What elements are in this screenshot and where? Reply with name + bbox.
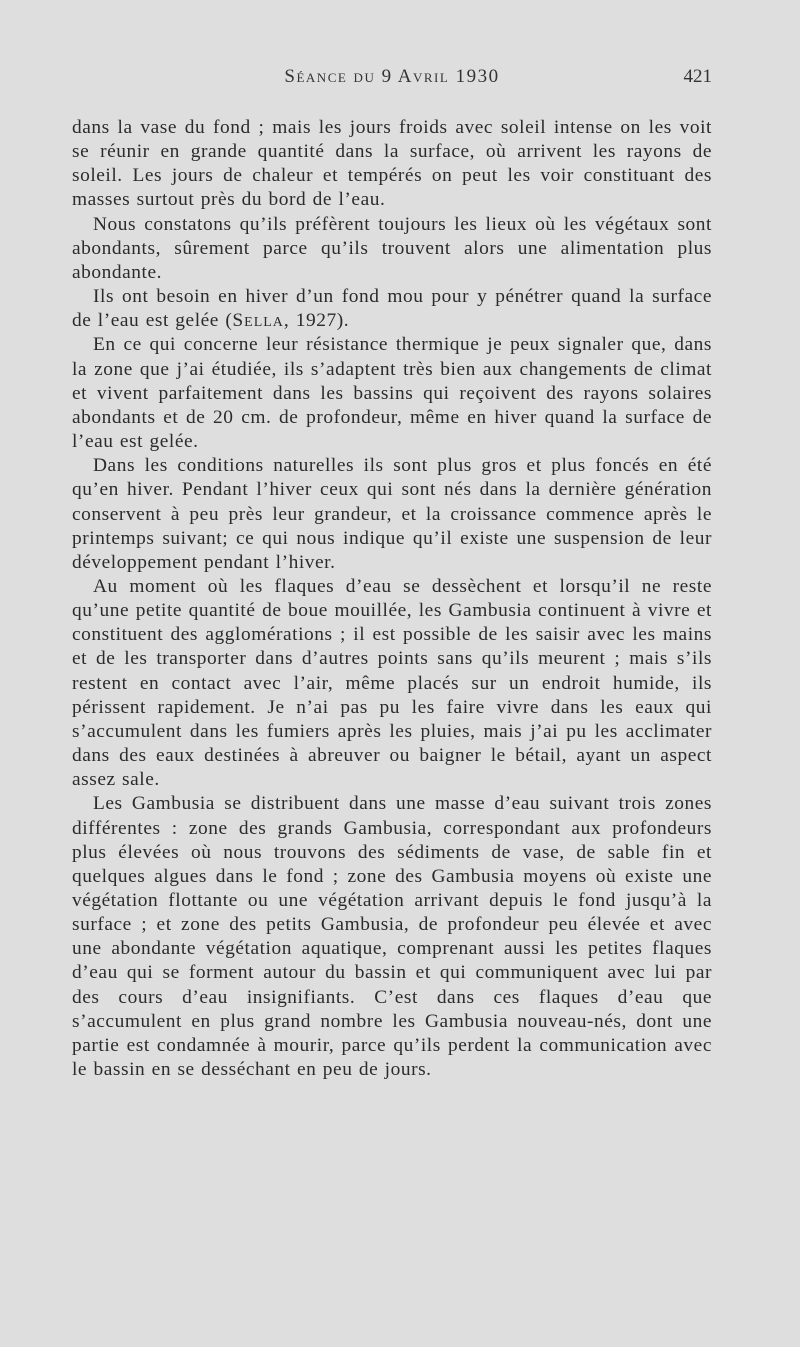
running-head: Séance du 9 Avril 1930 xyxy=(284,66,500,87)
paragraph-7: Les Gambusia se distribuent dans une masse d’eau suivant trois zones différentes : zone des grands Gambusia, correspondant aux profondeurs plus élevées où nous trouvons des sédiments de vase, de sable fin et quelques algues dans le fond ; zone des Gambusia moyens où existe une végétation flottante ou une végétation arrivant depuis le fond jusqu’à la surface ; et zone des petits Gambusia, de profondeur peu élevée et avec une abondante végétation aquatique, comprenant aussi les petites flaques d’eau qui se forment autour du bassin et qui communiquent avec lui par des cours d’eau insignifiants. C’est dans ces flaques d’eau que s’accumulent en plus grand nombre les Gambusia nouveau-nés, dont une partie est condamnée à mourir, parce qu’ils perdent la communication avec le bassin en se desséchant en peu de jours. xyxy=(72,793,712,1081)
body-text xyxy=(72,116,712,1082)
paragraph-1: dans la vase du fond ; mais les jours froids avec soleil intense on les voit se réunir en grande quantité dans la surface, où arrivent les rayons de soleil. Les jours de chaleur et tempérés on peut les voir constituant des masses surtout près du bord de l’eau. xyxy=(72,117,712,211)
citation-author: Sella xyxy=(232,310,284,332)
paragraph-3-text: Ils ont besoin en hiver d’un fond mou pour y pénétrer quand la surface de l’eau est gelée ( xyxy=(72,286,712,332)
paragraph-4: En ce qui concerne leur résistance thermique je peux signaler que, dans la zone que j’ai étudiée, ils s’adaptent très bien aux changements de climat et vivent parfaitement dans les bassins qui reçoivent des rayons solaires abondants et de 20 cm. de profondeur, même en hiver quand la surface de l’eau est gelée. xyxy=(72,334,712,453)
paragraph-2: Nous constatons qu’ils préfèrent toujours les lieux où les végétaux sont abondants, sûrement parce qu’ils trouvent alors une alimentation plus abondante. xyxy=(72,213,712,283)
page-number: 421 xyxy=(683,66,712,87)
page-header xyxy=(72,66,712,96)
paragraph-6: Au moment où les flaques d’eau se dessèchent et lorsqu’il ne reste qu’une petite quantité de boue mouillée, les Gambusia continuent à vivre et constituent des agglomérations ; il est possible de les saisir avec les mains et de les transporter dans d’autres points sans qu’ils meurent ; mais s’ils restent en contact avec l’air, même placés sur un endroit humide, ils périssent rapidement. Je n’ai pas pu les faire vivre dans les eaux qui s’accumulent dans les fumiers après les pluies, mais j’ai pu les acclimater dans des eaux destinées à abreuver ou baigner le bétail, ayant un aspect assez sale. xyxy=(72,575,712,791)
paragraph-5: Dans les conditions naturelles ils sont plus gros et plus foncés en été qu’en hiver. Pendant l’hiver ceux qui sont nés dans la dernière génération conservent à peu près leur grandeur, et la croissance commence après le printemps suivant; ce qui nous indique qu’il existe une suspension de leur développement pendant l’hiver. xyxy=(72,455,712,573)
paragraph-3 xyxy=(72,285,712,333)
citation-year: , 1927). xyxy=(283,310,350,332)
